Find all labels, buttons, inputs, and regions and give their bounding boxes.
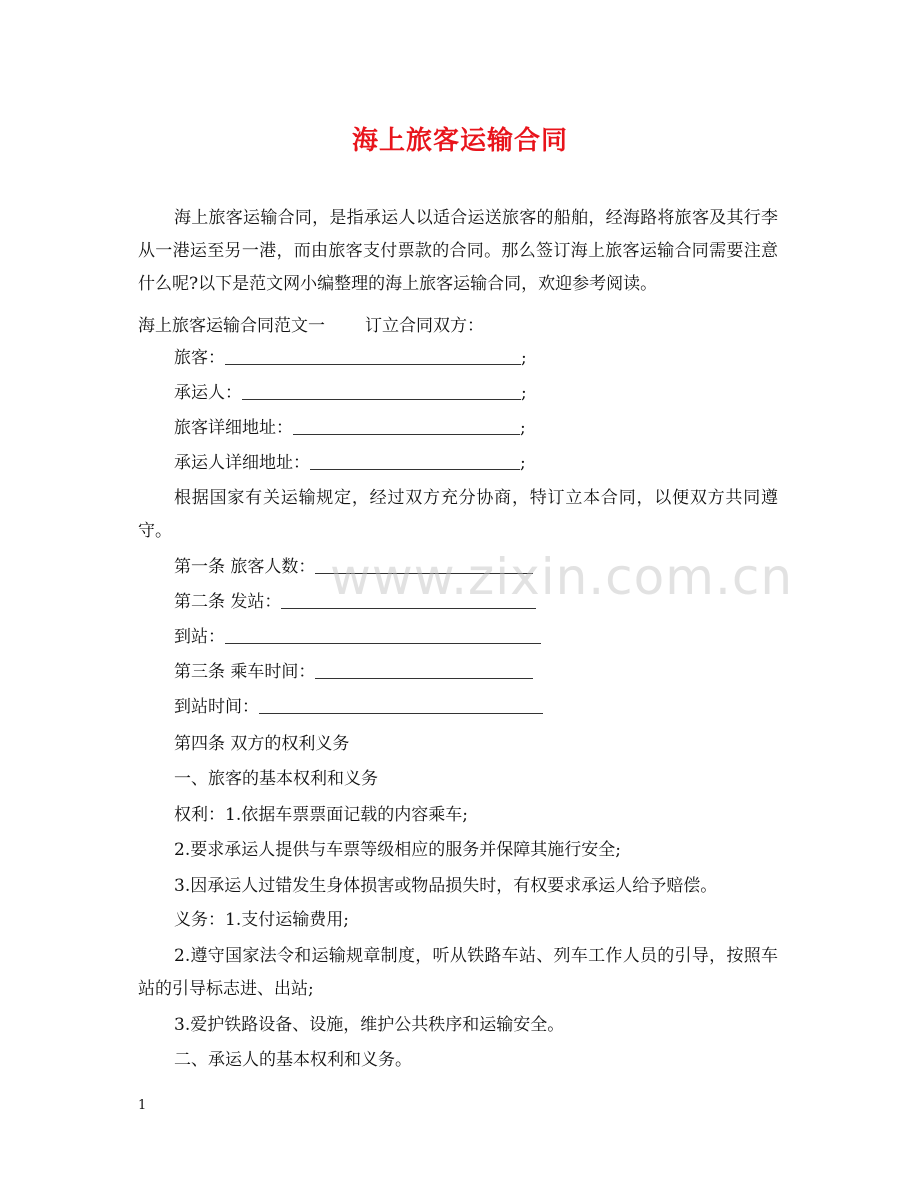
carrier-address-blank[interactable] xyxy=(310,451,520,470)
carrier-label: 承运人： xyxy=(174,383,242,403)
duty-item-3: 3.爱护铁路设备、设施，维护公共秩序和运输安全。 xyxy=(174,1015,565,1035)
passenger-blank[interactable] xyxy=(225,346,521,365)
section-1-heading: 一、旅客的基本权利和义务 xyxy=(174,769,378,789)
rights-item-1: 权利：1.依据车票票面记载的内容乘车; xyxy=(174,805,468,825)
article-4: 第四条 双方的权利义务 xyxy=(174,734,350,754)
parties-heading: 订立合同双方： xyxy=(365,316,484,336)
rights-item-2: 2.要求承运人提供与车票等级相应的服务并保障其施行安全; xyxy=(174,840,621,860)
sample-heading: 海上旅客运输合同范文一 xyxy=(138,316,325,336)
duty-item-2: 2.遵守国家法令和运输规章制度，听从铁路车站、列车工作人员的引导，按照车站的引导标志进、出站; xyxy=(138,946,778,999)
arrival-time-field xyxy=(174,691,543,724)
passenger-address-blank[interactable] xyxy=(293,416,520,435)
semicolon: ; xyxy=(520,453,526,473)
arrival-station-field xyxy=(174,621,541,654)
page-number: 1 xyxy=(138,1098,147,1113)
arrival-station-label: 到站： xyxy=(174,627,225,647)
intro-paragraph: 海上旅客运输合同，是指承运人以适合运送旅客的船舶，经海路将旅客及其行李从一港运至另一港，而由旅客支付票款的合同。那么签订海上旅客运输合同需要注意什么呢?以下是范文网小编整理的海上旅客运输合同，欢迎参考阅读。 xyxy=(138,208,778,294)
carrier-address-label: 承运人详细地址： xyxy=(174,453,310,473)
article-2-label: 第二条 发站： xyxy=(174,592,282,612)
boarding-time-blank[interactable] xyxy=(315,660,533,679)
passenger-label: 旅客： xyxy=(174,348,225,368)
arrival-time-blank[interactable] xyxy=(259,695,543,714)
carrier-blank[interactable] xyxy=(242,381,521,400)
passenger-field xyxy=(174,342,527,375)
article-1-label: 第一条 旅客人数： xyxy=(174,557,316,577)
document-title: 海上旅客运输合同 xyxy=(351,126,568,156)
semicolon: ; xyxy=(520,418,526,438)
arrival-time-label: 到站时间： xyxy=(174,697,259,717)
carrier-field xyxy=(174,377,527,410)
semicolon: ; xyxy=(521,383,527,403)
semicolon: ; xyxy=(521,348,527,368)
parties-line xyxy=(138,310,484,343)
carrier-address-field xyxy=(174,447,526,480)
passenger-address-label: 旅客详细地址： xyxy=(174,418,293,438)
section-2-heading: 二、承运人的基本权利和义务。 xyxy=(174,1050,412,1070)
article-3 xyxy=(174,656,533,689)
duty-item-1: 义务：1.支付运输费用; xyxy=(174,910,349,930)
arrival-station-blank[interactable] xyxy=(225,625,541,644)
article-3-label: 第三条 乘车时间： xyxy=(174,662,316,682)
rights-item-3: 3.因承运人过错发生身体损害或物品损失时，有权要求承运人给予赔偿。 xyxy=(174,876,718,896)
passenger-address-field xyxy=(174,412,526,445)
watermark: www.zixin.com.cn xyxy=(330,548,794,606)
agreement-paragraph: 根据国家有关运输规定，经过双方充分协商，特订立本合同，以便双方共同遵守。 xyxy=(138,488,778,541)
